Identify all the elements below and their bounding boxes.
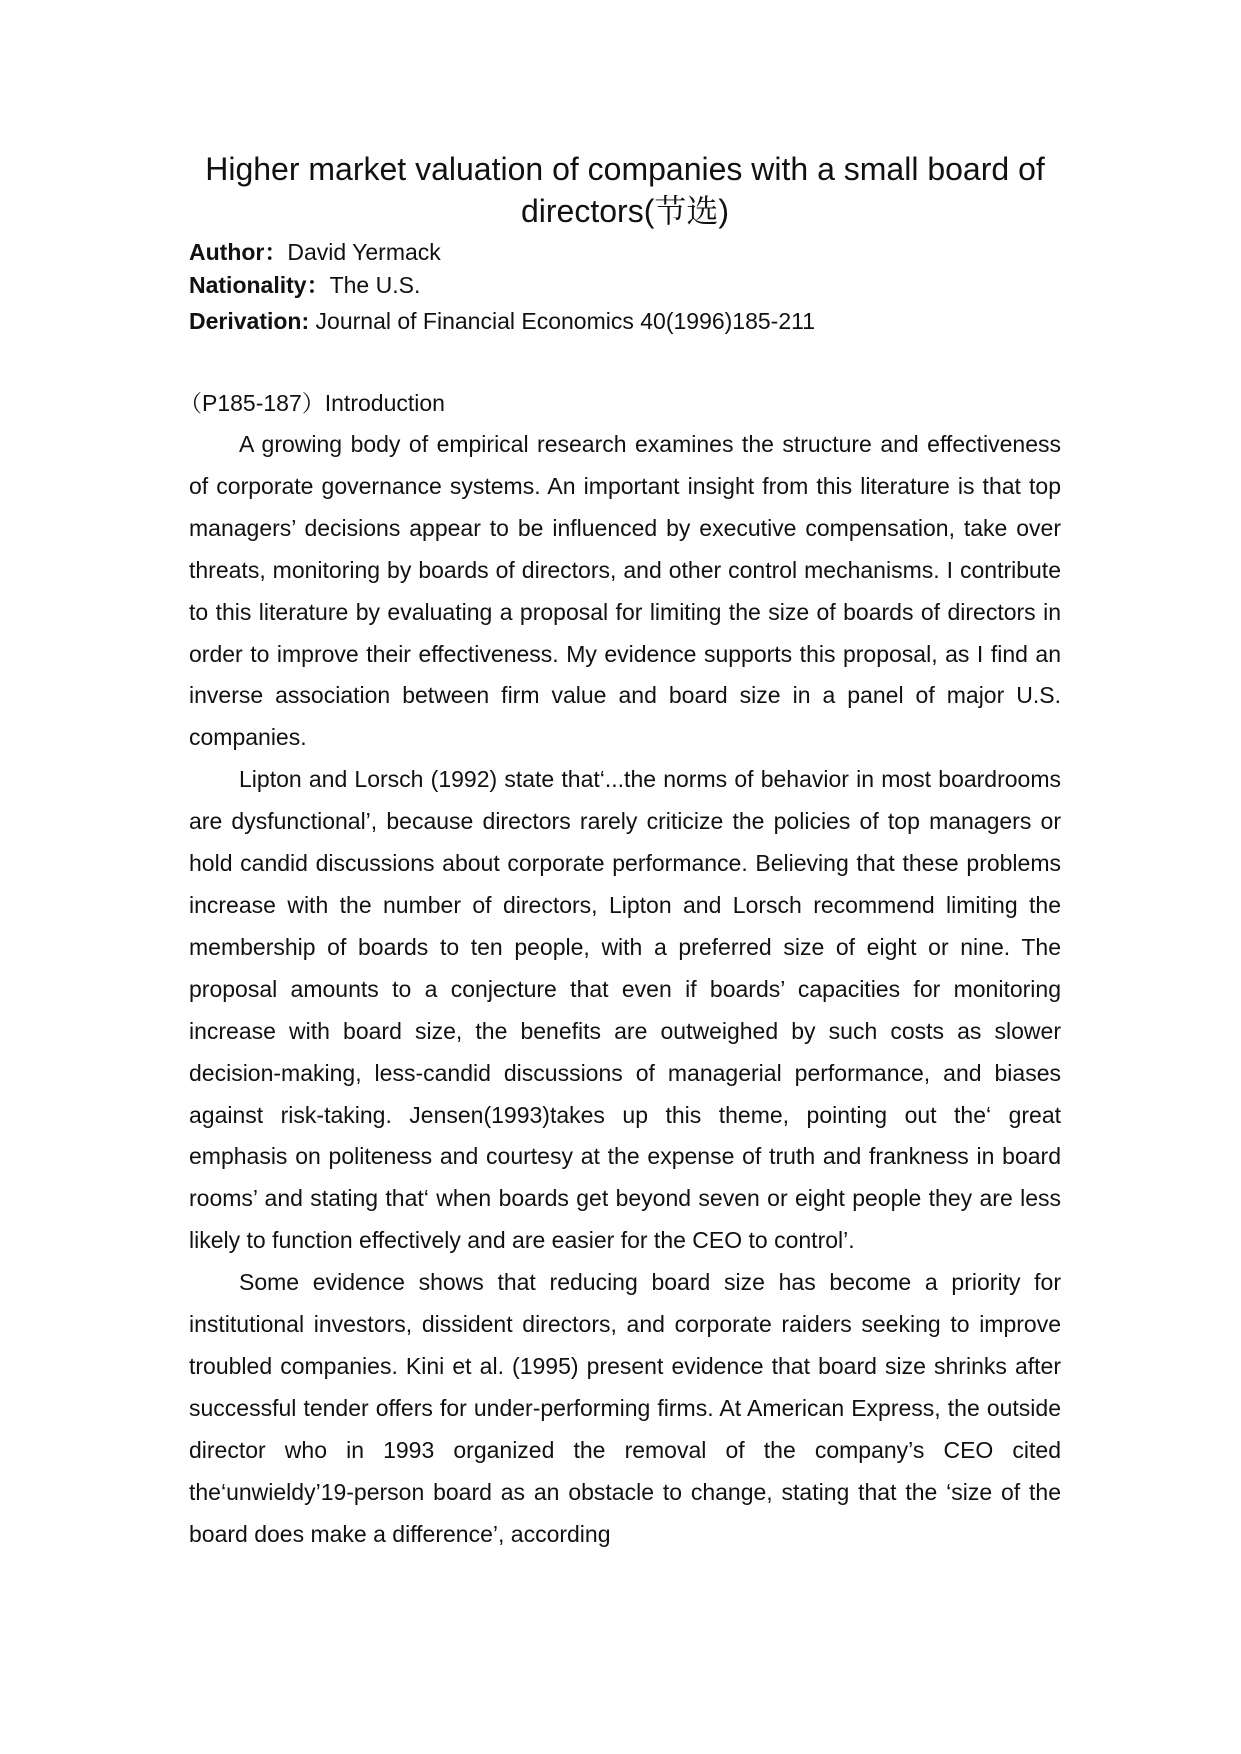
author-label: Author：: [189, 239, 288, 265]
document-page: [179, 148, 1061, 1555]
author-value: David Yermack: [287, 239, 441, 265]
body-paragraph: Lipton and Lorsch (1992) state that‘...the norms of behavior in most boardrooms are dysfunctional’, because directors rarely criticize the policies of top managers or hold candid discussions about corporate performance. Believing that these problems increase with the number of directors, Lipton and Lorsch recommend limiting the membership of boards to ten people, with a preferred size of eight or nine. The proposal amounts to a conjecture that even if boards’ capacities for monitoring increase with board size, the benefits are outweighed by such costs as slower decision-making, less-candid discussions of managerial performance, and biases against risk-taking. Jensen(1993)takes up this theme, pointing out the‘ great emphasis on politeness and courtesy at the expense of truth and frankness in board rooms’ and stating that‘ when boards get beyond seven or eight people they are less likely to function effectively and are easier for the CEO to control’.: [189, 766, 1061, 1254]
author-line: [189, 236, 1061, 269]
section-heading: （P185-187）Introduction: [179, 390, 445, 416]
derivation-line: [189, 305, 1061, 338]
nationality-value: The U.S.: [329, 272, 421, 298]
document-title: Higher market valuation of companies with a small board of directors(节选): [205, 151, 1045, 229]
nationality-label: Nationality：: [189, 272, 330, 298]
body-paragraph: A growing body of empirical research examines the structure and effectiveness of corporate governance systems. An important insight from this literature is that top managers’ decisions appear to be influenced by executive compensation, take over threats, monitoring by boards of directors, and other control mechanisms. I contribute to this literature by evaluating a proposal for limiting the size of boards of directors in order to improve their effectiveness. My evidence supports this proposal, as I find an inverse association between firm value and board size in a panel of major U.S. companies.: [189, 431, 1061, 751]
derivation-value: Journal of Financial Economics 40(1996)185-211: [309, 308, 816, 334]
derivation-label: Derivation:: [189, 308, 310, 334]
body-paragraph: Some evidence shows that reducing board size has become a priority for institutional investors, dissident directors, and corporate raiders seeking to improve troubled companies. Kini et al. (1995) present evidence that board size shrinks after successful tender offers for under-performing firms. At American Express, the outside director who in 1993 organized the removal of the company’s CEO cited the‘unwieldy’19-person board as an obstacle to change, stating that the ‘size of the board does make a difference’, according: [189, 1269, 1061, 1547]
nationality-line: [189, 269, 1061, 302]
